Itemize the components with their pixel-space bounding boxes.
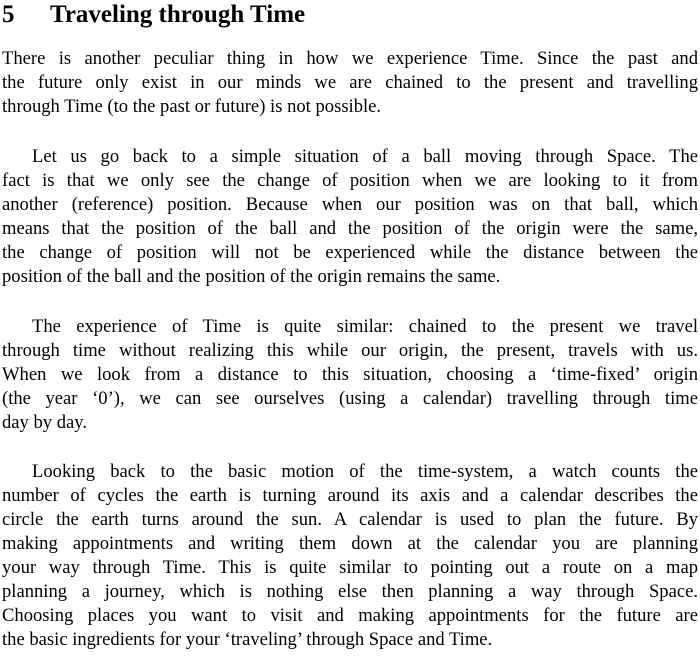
text-line: your way through Time. This is quite similar to pointing out a route on a map: [2, 557, 698, 578]
section-number: 5: [2, 1, 15, 28]
section-title: Traveling through Time: [50, 1, 306, 28]
text-line: (the year ‘0’), we can see ourselves (using a calendar) travelling through time: [2, 388, 698, 409]
text-line: Looking back to the basic motion of the time-system, a watch counts the: [32, 461, 698, 482]
text-line: through time without realizing this while our origin, the present, travels with us.: [2, 340, 698, 361]
text-line: through Time (to the past or future) is not possible.: [2, 96, 382, 117]
text-line: planning a journey, which is nothing else then planning a way through Space.: [2, 581, 698, 602]
paragraph-2: [2, 145, 698, 289]
text-line: another (reference) position. Because when our position was on that ball, which: [2, 194, 698, 215]
text-line: position of the ball and the position of the origin remains the same.: [2, 266, 501, 287]
text-line: number of cycles the earth is turning around its axis and a calendar describes the: [2, 485, 698, 506]
text-line: the change of position will not be experienced while the distance between the: [2, 242, 698, 263]
text-line: making appointments and writing them down at the calendar you are planning: [2, 533, 698, 554]
text-line: When we look from a distance to this situation, choosing a ‘time-fixed’ origin: [2, 364, 698, 385]
paragraph-4: [2, 460, 698, 652]
text-line: circle the earth turns around the sun. A calendar is used to plan the future. By: [2, 509, 698, 530]
text-line: the future only exist in our minds we are chained to the present and travelling: [2, 72, 698, 93]
text-line: The experience of Time is quite similar: chained to the present we travel: [32, 316, 698, 337]
text-line: fact is that we only see the change of position when we are looking to it from: [2, 170, 698, 191]
paragraph-1: [2, 47, 698, 119]
text-line: the basic ingredients for your ‘traveling’ through Space and Time.: [2, 629, 493, 650]
text-line: means that the position of the ball and the position of the origin were the same,: [2, 218, 698, 239]
section-heading: [2, 0, 305, 30]
text-line: Choosing places you want to visit and making appointments for the future are: [2, 605, 698, 626]
text-line: There is another peculiar thing in how we experience Time. Since the past and: [2, 48, 698, 69]
paragraph-3: [2, 315, 698, 435]
text-line: day by day.: [2, 412, 88, 433]
text-line: Let us go back to a simple situation of a ball moving through Space. The: [32, 146, 698, 167]
